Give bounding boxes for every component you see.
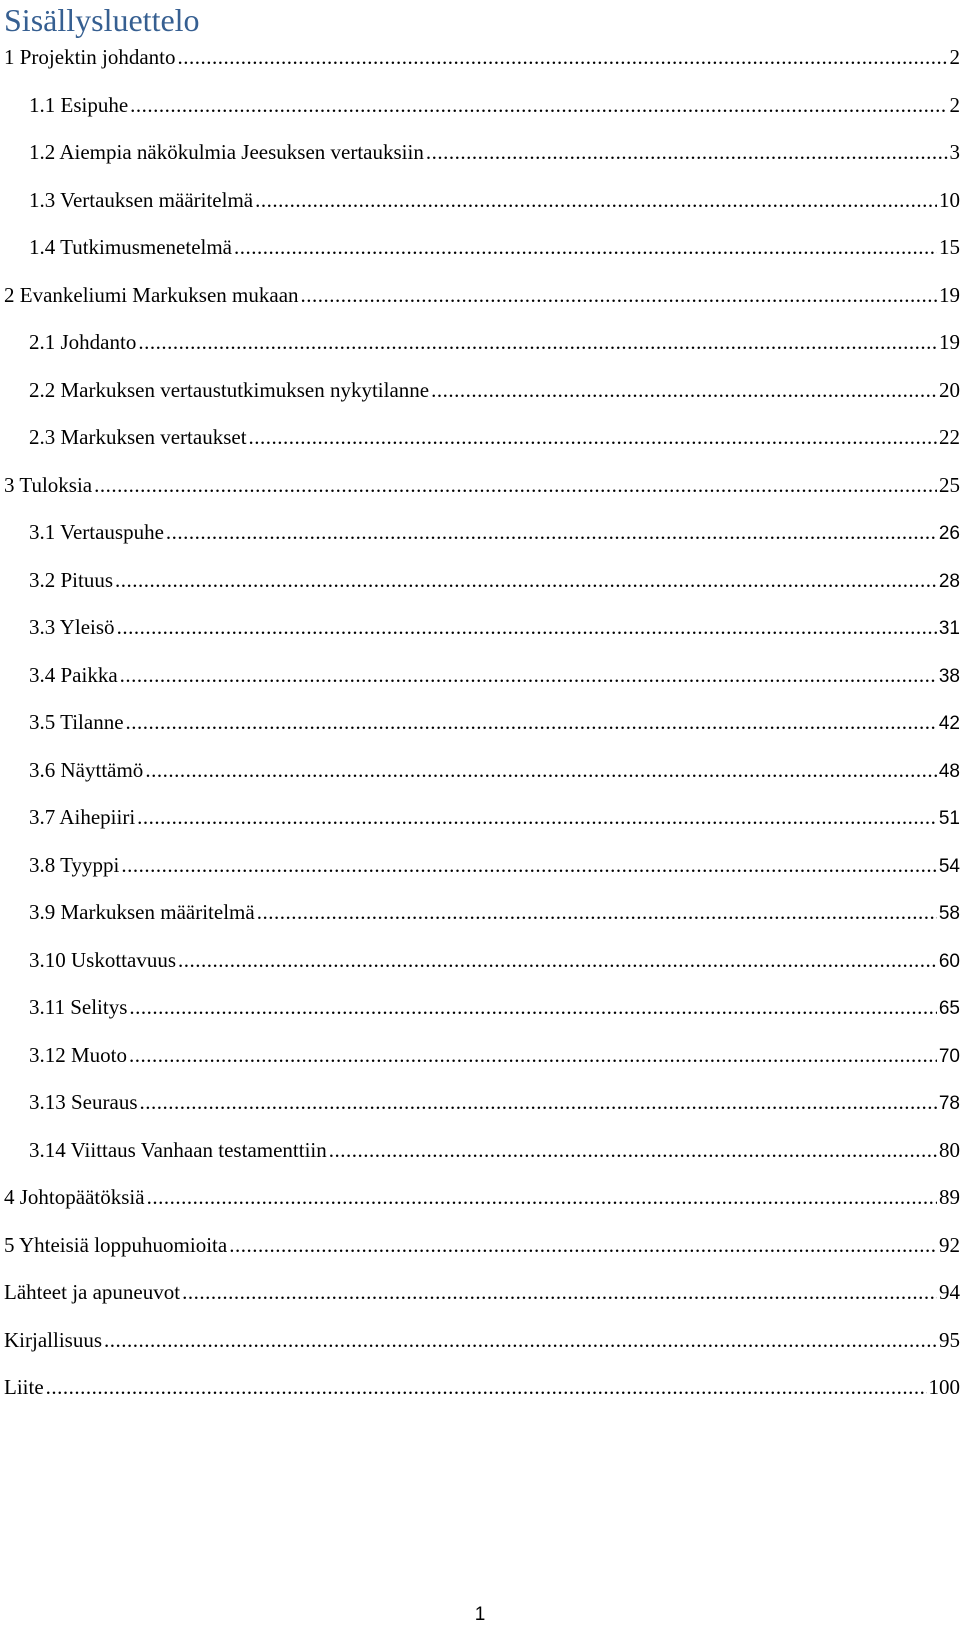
toc-title: Sisällysluettelo [4,2,200,38]
toc-dot-leader [120,655,937,695]
toc-entry-label: 4 Johtopäätöksiä [4,1185,145,1209]
toc-entry [0,892,960,940]
toc-dot-leader [431,370,937,410]
toc-entry-label: 2.3 Markuksen vertaukset [29,425,247,449]
toc-entry [0,37,960,85]
toc-entry-link[interactable] [4,465,960,505]
toc-entry-page: 19 [939,282,960,307]
toc-entry-label: 1.4 Tutkimusmenetelmä [29,235,233,259]
toc-entry-page: 70 [938,1045,960,1067]
toc-entry-label: 3.1 Vertauspuhe [29,520,164,544]
toc-entry [0,512,960,560]
toc-entry-label: Lähteet ja apuneuvot [4,1280,181,1304]
toc-entry [0,227,960,275]
toc-entry-page: 20 [939,377,960,402]
toc-dot-leader [182,1272,937,1312]
toc-entry-label: 3.13 Seuraus [29,1090,138,1114]
toc-entry-link[interactable] [29,1082,960,1124]
toc-entry-link[interactable] [4,1177,960,1217]
toc-entry-link[interactable] [4,275,960,315]
toc-entry-page: 94 [939,1280,960,1304]
toc-entry-link[interactable] [29,655,960,697]
toc-entry-label: 3.4 Paikka [29,662,118,687]
toc-entry [0,797,960,845]
toc-entry [0,1177,960,1225]
toc-entry-link[interactable] [29,560,960,602]
toc-entry-label: 3.9 Markuksen määritelmä [29,900,255,924]
toc-dot-leader [426,132,948,172]
toc-entry-label: 3.2 Pituus [29,567,114,592]
toc-entry [0,1035,960,1083]
toc-entry-label: 3.3 Yleisö [29,615,115,639]
toc-dot-leader [147,1177,937,1217]
toc-entry-label: 3.7 Aihepiiri [29,805,136,829]
toc-entry-page: 78 [938,1093,960,1114]
toc-entry [0,607,960,655]
toc-dot-leader [140,1082,937,1122]
toc-entry-page: 19 [939,330,960,354]
toc-entry-link[interactable] [29,607,960,649]
toc-list [0,37,960,1415]
toc-entry [0,987,960,1035]
toc-entry-link[interactable] [29,370,960,410]
toc-dot-leader [178,940,937,980]
toc-entry-page: 25 [939,472,960,497]
toc-entry-page: 92 [939,1232,960,1257]
toc-entry-link[interactable] [29,1130,960,1170]
toc-entry [0,1130,960,1178]
toc-entry [0,132,960,180]
toc-entry [0,1320,960,1368]
toc-entry-link[interactable] [29,417,960,457]
toc-dot-leader [138,322,937,362]
toc-entry-label: 2.1 Johdanto [29,330,137,354]
toc-entry-label: 1 Projektin johdanto [4,45,176,69]
toc-entry [0,702,960,750]
toc-entry-link[interactable] [29,1035,960,1077]
toc-dot-leader [94,465,937,505]
toc-entry-page: 58 [938,903,960,924]
toc-entry [0,845,960,893]
toc-entry-link[interactable] [4,1320,960,1360]
toc-entry [0,85,960,133]
toc-entry-page: 48 [938,760,960,782]
toc-entry-label: 3.8 Tyyppi [29,852,120,877]
toc-entry-link[interactable] [29,987,960,1029]
toc-entry-label: 3.12 Muoto [29,1042,128,1067]
toc-entry-page: 15 [939,235,960,259]
toc-entry-page: 2 [949,45,960,69]
toc-entry-label: 5 Yhteisiä loppuhuomioita [4,1232,228,1257]
toc-entry-link[interactable] [4,1272,960,1312]
toc-dot-leader [130,85,947,125]
toc-entry-label: 3 Tuloksia [4,472,93,497]
toc-dot-leader [257,892,937,932]
toc-entry [0,275,960,323]
toc-entry-link[interactable] [29,940,960,982]
toc-dot-leader [234,227,937,267]
toc-entry-link[interactable] [29,227,960,267]
toc-entry-link[interactable] [29,180,960,220]
toc-dot-leader [121,845,937,885]
toc-dot-leader [129,987,936,1027]
toc-entry-page: 42 [938,713,960,734]
toc-entry-page: 51 [938,808,960,829]
toc-entry-link[interactable] [29,702,960,744]
toc-entry-label: 1.2 Aiempia näkökulmia Jeesuksen vertauksiin [29,140,424,164]
toc-entry-link[interactable] [4,1225,960,1265]
toc-dot-leader [117,607,937,647]
toc-entry [0,560,960,608]
toc-entry-label: Kirjallisuus [4,1327,102,1352]
toc-entry-page: 31 [938,618,960,639]
toc-dot-leader [178,37,948,77]
toc-entry-label: 2 Evankeliumi Markuksen mukaan [4,282,299,307]
toc-dot-leader [329,1130,937,1170]
toc-dot-leader [126,702,937,742]
toc-dot-leader [166,512,937,552]
toc-entry-link[interactable] [29,512,960,554]
toc-entry-page: 100 [928,1375,960,1399]
toc-entry-page: 54 [938,855,960,877]
toc-entry [0,417,960,465]
toc-entry [0,940,960,988]
toc-dot-leader [255,180,937,220]
toc-entry-page: 28 [938,570,960,592]
toc-entry-label: 3.6 Näyttämö [29,757,144,782]
toc-entry-page: 38 [938,665,960,687]
toc-entry-page: 26 [938,523,960,544]
toc-entry-link[interactable] [4,37,960,77]
toc-entry-label: 3.10 Uskottavuus [29,947,176,972]
toc-dot-leader [115,560,937,600]
toc-entry-link[interactable] [29,750,960,792]
toc-entry-label: 2.2 Markuksen vertaustutkimuksen nykytilanne [29,377,430,402]
toc-entry-page: 10 [939,187,960,212]
toc-entry-page: 89 [939,1185,960,1209]
toc-entry-page: 80 [939,1137,960,1162]
toc-entry [0,322,960,370]
toc-entry-label: 3.5 Tilanne [29,710,124,734]
toc-entry-label: 1.3 Vertauksen määritelmä [29,187,254,212]
toc-entry [0,1367,960,1415]
toc-dot-leader [104,1320,937,1360]
toc-entry-link[interactable] [29,845,960,887]
toc-entry-label: 3.11 Selitys [29,995,128,1019]
toc-dot-leader [145,750,937,790]
toc-entry-link[interactable] [29,132,960,172]
toc-dot-leader [301,275,937,315]
toc-dot-leader [129,1035,937,1075]
toc-entry [0,370,960,418]
toc-entry-label: 1.1 Esipuhe [29,92,129,117]
toc-entry [0,465,960,513]
toc-entry-page: 3 [949,140,960,164]
toc-dot-leader [46,1367,927,1407]
toc-entry-link[interactable] [29,797,960,839]
toc-entry [0,1272,960,1320]
toc-entry-page: 2 [949,92,960,117]
toc-entry-link[interactable] [4,1367,960,1407]
toc-entry-page: 22 [939,425,960,449]
toc-entry [0,750,960,798]
toc-dot-leader [249,417,937,457]
toc-dot-leader [229,1225,937,1265]
toc-entry-link[interactable] [29,85,960,125]
toc-entry [0,1082,960,1130]
toc-entry-page: 95 [939,1327,960,1352]
toc-entry [0,180,960,228]
toc-entry-link[interactable] [29,322,960,362]
page-number: 1 [474,1604,486,1625]
toc-entry [0,1225,960,1273]
toc-entry-page: 60 [938,950,960,972]
toc-entry [0,655,960,703]
toc-dot-leader [137,797,937,837]
toc-entry-label: 3.14 Viittaus Vanhaan testamenttiin [29,1137,327,1162]
toc-entry-link[interactable] [29,892,960,934]
toc-entry-page: 65 [938,998,960,1019]
toc-entry-label: Liite [4,1375,44,1399]
